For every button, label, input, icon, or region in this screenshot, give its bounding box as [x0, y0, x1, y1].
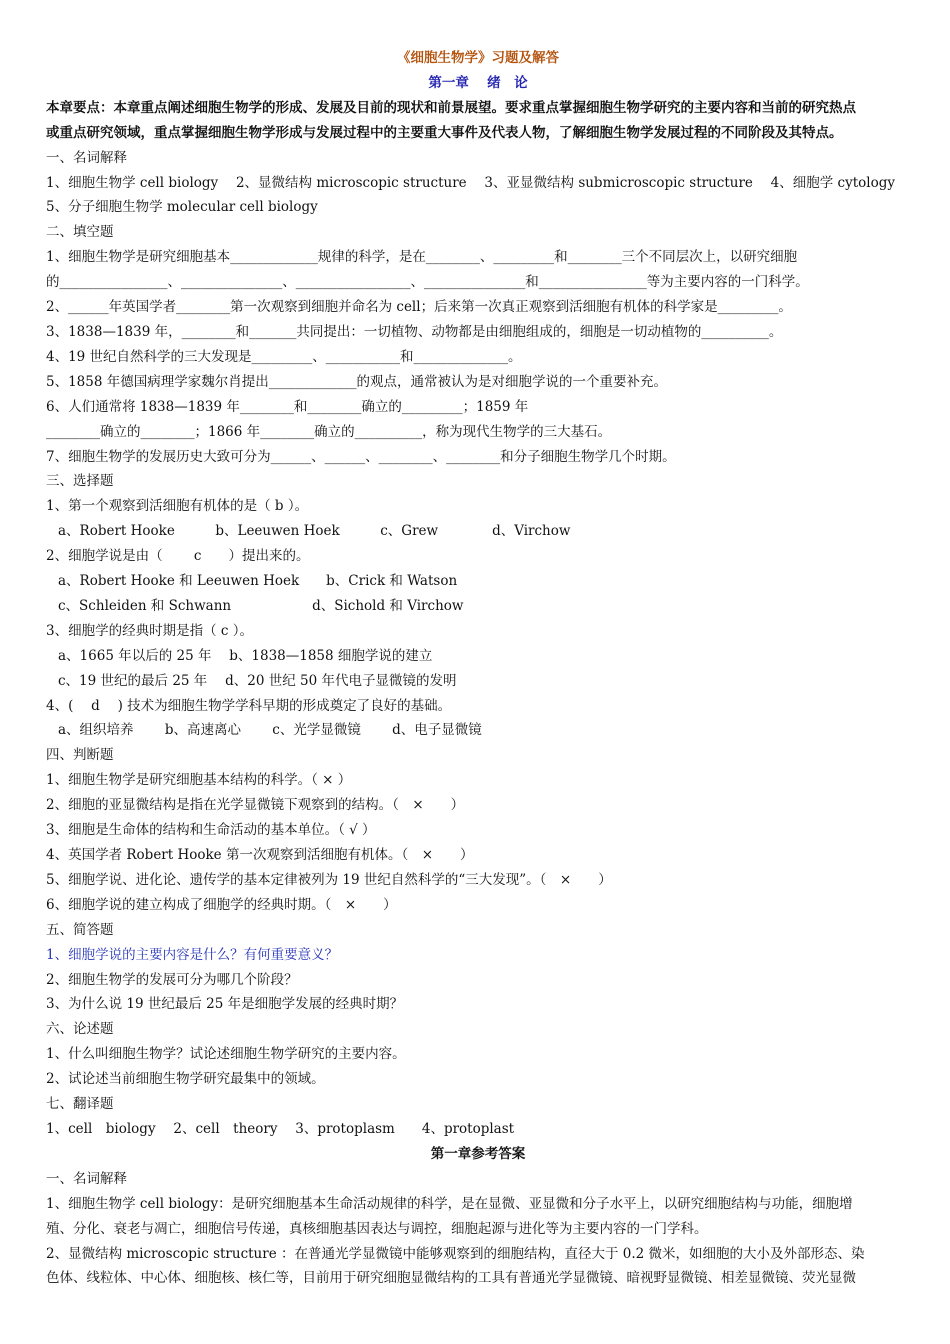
fill-line-7: 6、人们通常将 1838—1839 年________和________确立的_________；1859 年: [46, 398, 529, 415]
answer-key-title: 第一章参考答案: [430, 1145, 526, 1162]
answer-line-2: 殖、分化、衰老与凋亡，细胞信号传递，真核细胞基因表达与调控，细胞起源与进化等为主要内容的一门学科。: [46, 1220, 708, 1237]
choice-q3-options-1: a、1665 年以后的 25 年 b、1838—1858 细胞学说的建立: [58, 647, 433, 664]
answer-line-4: 色体、线粒体、中心体、细胞核、核仁等，目前用于研究细胞显微结构的工具有普通光学显微镜、暗视野显微镜、相差显微镜、荧光显微: [46, 1270, 856, 1287]
choice-q4: 4、( d ) 技术为细胞生物学学科早期的形成奠定了良好的基础。: [46, 697, 452, 714]
judge-line-6: 6、细胞学说的建立构成了细胞学的经典时期。（ × ）: [46, 896, 397, 913]
fill-line-8: ________确立的________；1866 年________确立的__________，称为现代生物学的三大基石。: [46, 423, 612, 440]
section-heading-translate: 七、翻译题: [46, 1096, 114, 1113]
essay-line-2: 2、试论述当前细胞生物学研究最集中的领域。: [46, 1071, 325, 1088]
fill-line-4: 3、1838—1839 年，________和_______共同提出：一切植物、动物都是由细胞组成的，细胞是一切动植物的__________。: [46, 323, 783, 340]
judge-line-3: 3、细胞是生命体的结构和生命活动的基本单位。（ √ ）: [46, 822, 376, 839]
answer-line-3: 2、显微结构 microscopic structure ：在普通光学显微镜中能够观察到的细胞结构，直径大于 0.2 微米，如细胞的大小及外部形态、染: [46, 1245, 865, 1262]
choice-q2-options-1: a、Robert Hooke 和 Leeuwen Hoek b、Crick 和 Watson: [58, 573, 458, 590]
fill-line-5: 4、19 世纪自然科学的三大发现是_________、___________和______________。: [46, 348, 522, 365]
judge-line-4: 4、英国学者 Robert Hooke 第一次观察到活细胞有机体。（ × ）: [46, 847, 474, 863]
choice-q3: 3、细胞学的经典时期是指（ c ）。: [46, 622, 253, 639]
key-points-line-2: 或重点研究领域，重点掌握细胞生物学形成与发展过程中的主要重大事件及代表人物，了解细胞生物学发展过程的不同阶段及其特点。: [46, 124, 843, 141]
fill-line-1: 1、细胞生物学是研究细胞基本_____________规律的科学，是在________、_________和________三个不同层次上，以研究细胞: [46, 249, 798, 266]
choice-q1-options: a、Robert Hooke b、Leeuwen Hoek c、Grew d、Virchow: [58, 523, 571, 540]
document-page: [46, 46, 910, 1291]
translate-line-1: 1、cell biology 2、cell theory 3、protoplasm 4、protoplast: [46, 1120, 515, 1137]
short-answer-line-2: 2、细胞生物学的发展可分为哪几个阶段？: [46, 971, 298, 988]
short-answer-line-1[interactable]: 1、细胞学说的主要内容是什么？有何重要意义？: [46, 946, 339, 963]
essay-line-1: 1、什么叫细胞生物学？试论述细胞生物学研究的主要内容。: [46, 1046, 406, 1063]
section-heading-choice: 三、选择题: [46, 473, 114, 490]
section-heading-judge: 四、判断题: [46, 747, 114, 764]
chapter-heading: 第一章 绪 论: [428, 74, 528, 91]
choice-q2-options-2: c、Schleiden 和 Schwann d、Sichold 和 Virchow: [58, 597, 464, 614]
fill-line-3: 2、______年英国学者________第一次观察到细胞并命名为 cell；后来第一次真正观察到活细胞有机体的科学家是_________。: [46, 299, 792, 316]
fill-line-9: 7、细胞生物学的发展历史大致可分为______、______、________、________和分子细胞生物学几个时期。: [46, 448, 676, 465]
document-title: 《细胞生物学》习题及解答: [397, 50, 559, 66]
judge-line-5: 5、细胞学说、进化论、遗传学的基本定律被列为 19 世纪自然科学的“三大发现”。（ × ）: [46, 871, 612, 888]
section-heading-fill: 二、填空题: [46, 224, 114, 241]
choice-q4-options: a、组织培养 b、高速离心 c、光学显微镜 d、电子显微镜: [58, 722, 482, 739]
fill-line-6: 5、1858 年德国病理学家魏尔肖提出_____________的观点，通常被认为是对细胞学说的一个重要补充。: [46, 373, 667, 390]
choice-q2: 2、细胞学说是由（ c ）提出来的。: [46, 548, 310, 565]
answer-section-heading-terms: 一、名词解释: [46, 1170, 127, 1187]
terms-line-2: 5、分子细胞生物学 molecular cell biology: [46, 199, 318, 216]
section-heading-short-answer: 五、简答题: [46, 921, 114, 938]
fill-line-2: 的________________、_______________、_________________、_______________和________________等为主要内容的一门科学。: [46, 274, 809, 291]
choice-q3-options-2: c、19 世纪的最后 25 年 d、20 世纪 50 年代电子显微镜的发明: [58, 672, 457, 689]
key-points-line-1: 本章要点：本章重点阐述细胞生物学的形成、发展及目前的现状和前景展望。要求重点掌握细胞生物学研究的主要内容和当前的研究热点: [46, 99, 856, 116]
choice-q1: 1、第一个观察到活细胞有机体的是（ b ）。: [46, 498, 309, 515]
judge-line-2: 2、细胞的亚显微结构是指在光学显微镜下观察到的结构。（ × ）: [46, 797, 465, 814]
short-answer-line-3: 3、为什么说 19 世纪最后 25 年是细胞学发展的经典时期？: [46, 996, 404, 1013]
terms-line-1: 1、细胞生物学 cell biology 2、显微结构 microscopic structure 3、亚显微结构 submicroscopic structure 4、细胞学 cytology: [46, 174, 896, 191]
section-heading-terms: 一、名词解释: [46, 149, 127, 166]
section-heading-essay: 六、论述题: [46, 1021, 114, 1038]
judge-line-1: 1、细胞生物学是研究细胞基本结构的科学。（ × ）: [46, 772, 352, 789]
answer-line-1: 1、细胞生物学 cell biology：是研究细胞基本生命活动规律的科学，是在显微、亚显微和分子水平上，以研究细胞结构与功能，细胞增: [46, 1195, 853, 1212]
